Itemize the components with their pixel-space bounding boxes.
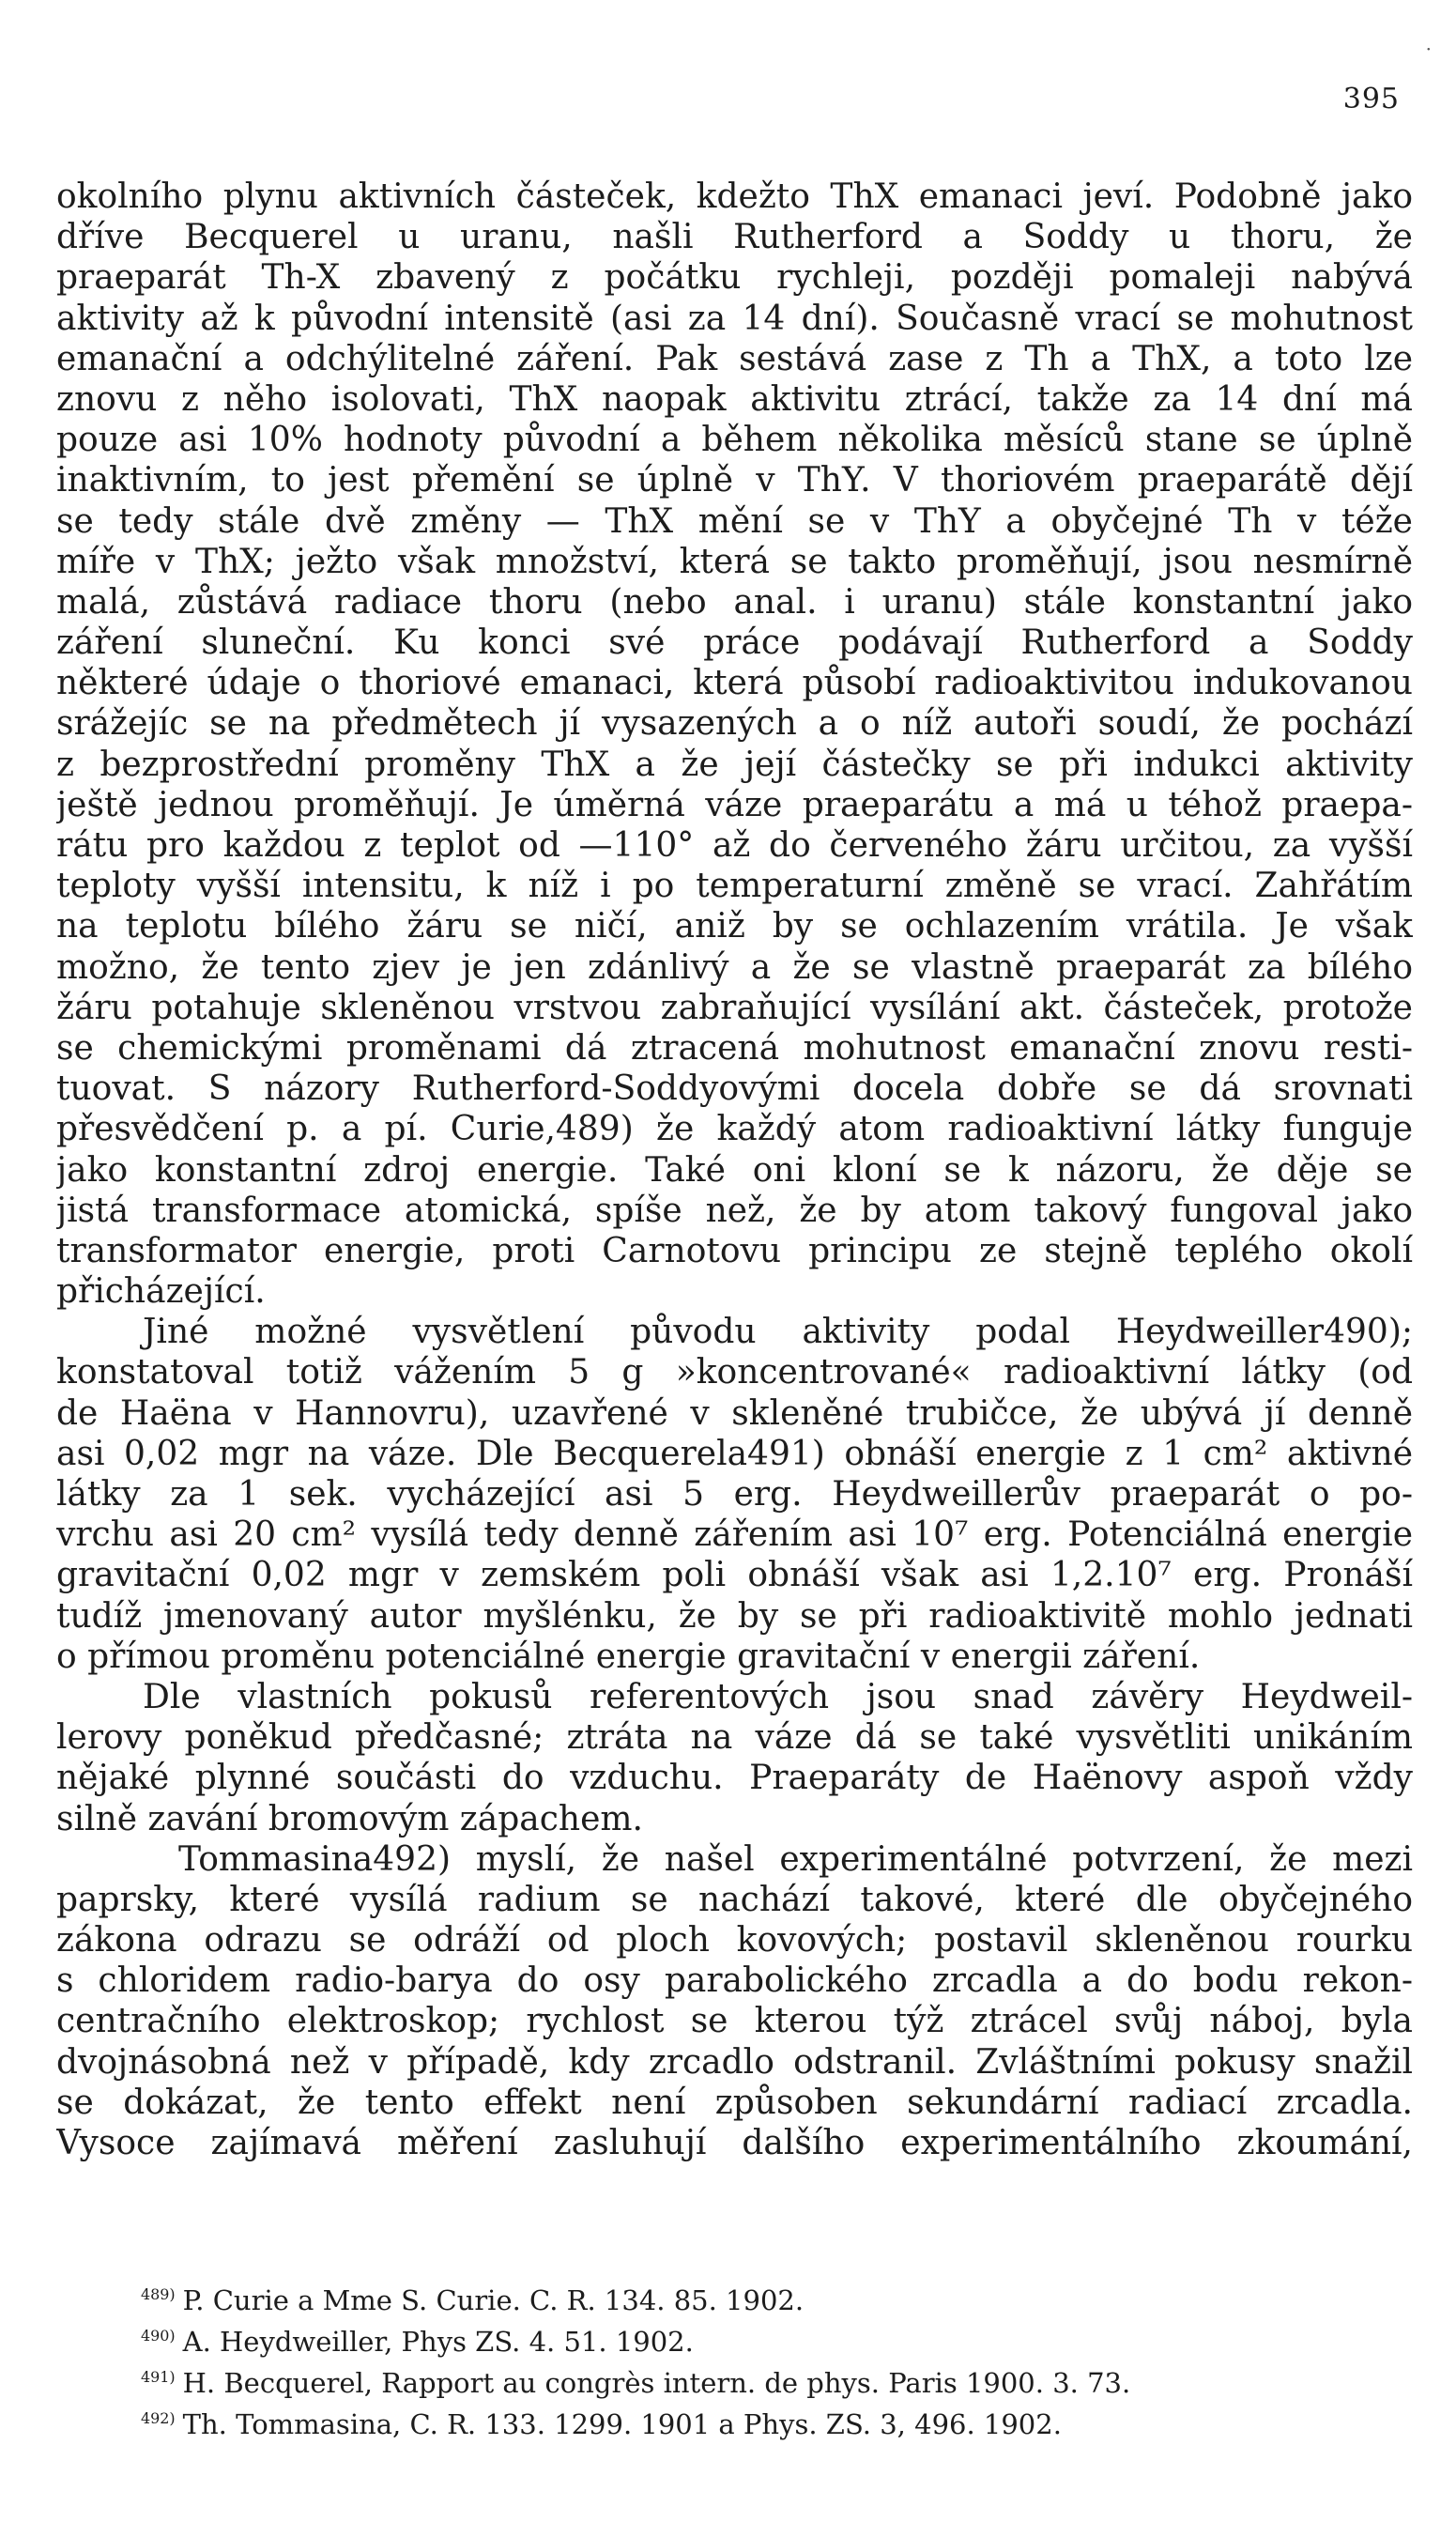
footnote-text: H. Becquerel, Rapport au congrès intern. de phys. Paris 1900. 3. 73. <box>182 2367 1131 2400</box>
text-line: míře v ThX; ježto však množství, která se takto proměňují, jsou nesmírně <box>56 542 1413 581</box>
text-line: některé údaje o thoriové emanaci, která působí radioaktivitou indukovanou <box>56 664 1413 703</box>
footnote-ref: 492) <box>141 2409 176 2428</box>
footnote-text: P. Curie a Mme S. Curie. C. R. 134. 85. 1902. <box>182 2284 805 2317</box>
text-line: Vysoce zajímavá měření zasluhují dalšího experimentálního zkoumání, <box>56 2124 1413 2162</box>
text-line: záření sluneční. Ku konci své práce podávají Rutherford a Soddy <box>56 623 1413 663</box>
paragraph-start-line: Dle vlastních pokusů referentových jsou snad závěry Heydweil- <box>143 1677 1413 1716</box>
text-line: ještě jednou proměňují. Je úměrná váze praeparátu a má u téhož praepa- <box>56 785 1413 824</box>
footnote <box>141 2277 1361 2318</box>
footnote <box>141 2318 1361 2360</box>
body-text <box>56 177 1413 2163</box>
text-line: pouze asi 10% hodnoty původní a během několika měsíců stane se úplně <box>56 421 1413 460</box>
text-line: se chemickými proměnami dá ztracená mohutnost emanační znovu resti- <box>56 1028 1413 1068</box>
text-line: zákona odrazu se odráží od ploch kovových; postavil skleněnou rourku <box>56 1921 1413 1960</box>
text-line: přesvědčení p. a pí. Curie,489) že každý atom radioaktivní látky funguje <box>56 1110 1413 1149</box>
text-line: centračního elektroskop; rychlost se kterou týž ztrácel svůj náboj, byla <box>56 2002 1413 2041</box>
footnotes <box>141 2277 1361 2443</box>
text-line: znovu z něho isolovati, ThX naopak aktivitu ztrácí, takže za 14 dní má <box>56 379 1413 419</box>
text-line: okolního plynu aktivních částeček, kdežto ThX emanaci jeví. Podobně jako <box>56 177 1413 216</box>
text-line: s chloridem radio-baryа do osy parabolického zrcadla a do bodu rekon- <box>56 1961 1413 2001</box>
footnote <box>141 2360 1361 2401</box>
text-line: žáru potahuje skleněnou vrstvou zabraňující vysílání akt. částeček, protože <box>56 988 1413 1027</box>
text-line: srážejíc se na předmětech jí vysazených a o níž autoři soudí, že pochází <box>56 704 1413 744</box>
text-line: se tedy stále dvě změny — ThX mění se v ThY a obyčejné Th v téže <box>56 501 1413 541</box>
footnote-ref: 489) <box>141 2285 176 2303</box>
text-line: de Haëna v Hannovru), uzavřené v skleněné trubičce, že ubývá jí denně <box>56 1393 1413 1433</box>
text-line: možno, že tento zjev je jen zdánlivý a že se vlastně praeparát za bílého <box>56 947 1413 987</box>
text-line: konstatoval totiž vážením 5 g »koncentrované« radioaktivní látky (od <box>56 1353 1413 1392</box>
text-line: aktivity až k původní intensitě (asi za 14 dní). Současně vrací se mohutnost <box>56 299 1413 338</box>
text-line: silně zavání bromovým zápachem. <box>56 1799 643 1838</box>
footnote-ref: 490) <box>141 2327 176 2345</box>
text-line: malá, zůstává radiace thoru (nebo anal. i uranu) stále konstantní jako <box>56 582 1413 622</box>
text-line: jako konstantní zdroj energie. Také oni kloní se k názoru, že děje se <box>56 1150 1413 1190</box>
footnote-text: A. Heydweiller, Phys ZS. 4. 51. 1902. <box>182 2326 694 2359</box>
text-line: lerovy poněkud předčasné; ztráta na váze dá se také vysvětliti unikáním <box>56 1718 1413 1758</box>
text-line: rátu pro každou z teplot od —110° až do červeného žáru určitou, za vyšší <box>56 826 1413 865</box>
text-line: praeparát Th-X zbavený z počátku rychleji, později pomaleji nabývá <box>56 258 1413 298</box>
text-line: emanační a odchýlitelné záření. Pak sestává zase z Th a ThX, a toto lze <box>56 339 1413 378</box>
corner-mark: · <box>1425 38 1432 60</box>
text-line: přicházející. <box>56 1272 266 1312</box>
text-line: z bezprostřední proměny ThX a že její částečky se při indukci aktivity <box>56 745 1413 784</box>
text-line: gravitační 0,02 mgr v zemském poli obnáší však asi 1,2.10⁷ erg. Pronáší <box>56 1556 1413 1595</box>
paragraph-start-line: Tommasina492) myslí, že našel experimentálné potvrzení, že mezi <box>178 1839 1413 1879</box>
text-line: vrchu asi 20 cm² vysílá tedy denně zářením asi 10⁷ erg. Potenciálná energie <box>56 1515 1413 1555</box>
text-line: jistá transformace atomická, spíše než, že by atom takový fungoval jako <box>56 1191 1413 1230</box>
text-line: na teplotu bílého žáru se ničí, aniž by se ochlazením vrátila. Je však <box>56 907 1413 946</box>
text-line: teploty vyšší intensitu, k níž i po temperaturní změně se vrací. Zahřátím <box>56 867 1413 906</box>
text-line: se dokázat, že tento effekt není způsoben sekundární radiací zrcadla. <box>56 2083 1413 2122</box>
text-line: látky za 1 sek. vycházející asi 5 erg. Heydweillerův praeparát o po- <box>56 1475 1413 1514</box>
text-line: paprsky, které vysílá radium se nachází takové, které dle obyčejného <box>56 1880 1413 1919</box>
text-line: asi 0,02 mgr na váze. Dle Becquerela491) obnáší energie z 1 cm² aktivné <box>56 1434 1413 1473</box>
paragraph-start-line: Jiné možné vysvětlení původu aktivity podal Heydweiller490); <box>143 1313 1413 1352</box>
text-line: o přímou proměnu potenciálné energie gravitační v energii záření. <box>56 1637 1201 1676</box>
text-line: tuovat. S názory Rutherford-Soddyovými docela dobře se dá srovnati <box>56 1069 1413 1109</box>
text-line: transformator energie, proti Carnotovu principu ze stejně teplého okolí <box>56 1231 1413 1270</box>
page-number: 395 <box>1342 83 1400 115</box>
footnote <box>141 2401 1361 2442</box>
text-line: tudíž jmenovaný autor myšlénku, že by se při radioaktivitě mohlo jednati <box>56 1596 1413 1636</box>
text-line: dvojnásobná než v případě, kdy zrcadlo odstranil. Zvláštními pokusy snažil <box>56 2042 1413 2082</box>
text-line: nějaké plynné součásti do vzduchu. Praeparáty de Haënovy aspoň vždy <box>56 1759 1413 1798</box>
footnote-ref: 491) <box>141 2368 176 2387</box>
footnote-text: Th. Tommasina, C. R. 133. 1299. 1901 a Phys. ZS. 3, 496. 1902. <box>182 2408 1062 2441</box>
text-line: dříve Becquerel u uranu, našli Rutherford a Soddy u thoru, že <box>56 218 1413 257</box>
text-line: inaktivním, to jest přemění se úplně v ThY. V thoriovém praeparátě dějí <box>56 461 1413 500</box>
